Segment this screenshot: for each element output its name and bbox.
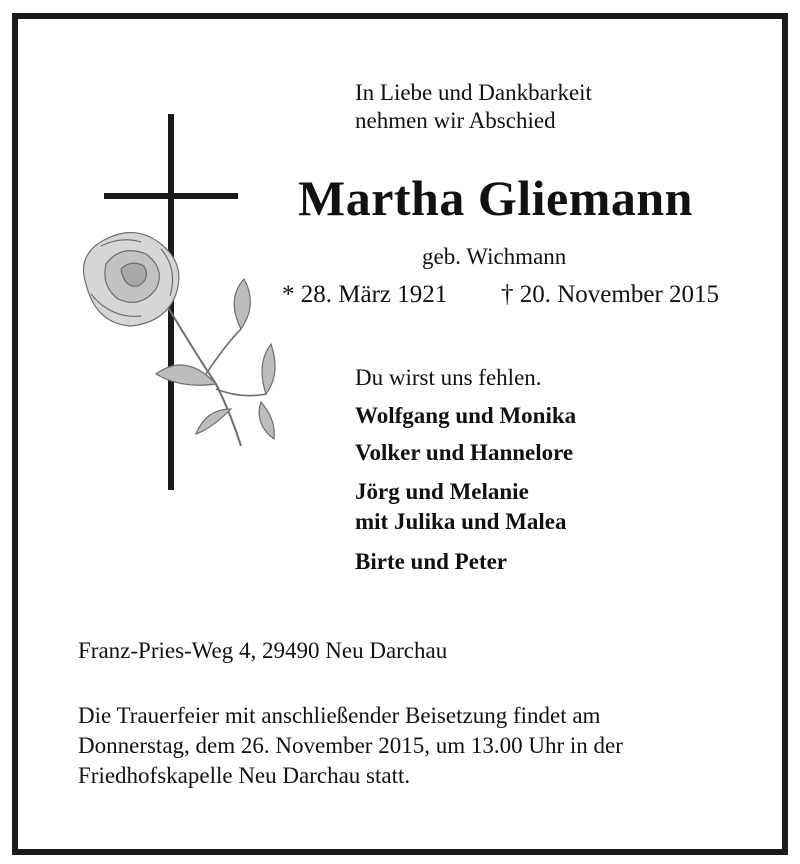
family-member: Wolfgang und Monika: [355, 403, 577, 428]
rose-icon: [66, 224, 276, 449]
cross-icon-bar: [104, 193, 238, 199]
ceremony-line-2: Donnerstag, dem 26. November 2015, um 13.00 Uhr in der: [78, 733, 623, 758]
address: Franz-Pries-Weg 4, 29490 Neu Darchau: [78, 638, 448, 663]
intro-line-1: In Liebe und Dankbarkeit: [355, 80, 592, 105]
family-member: mit Julika und Malea: [355, 509, 567, 534]
ceremony-line-3: Friedhofskapelle Neu Darchau statt.: [78, 763, 411, 788]
family-member: Birte und Peter: [355, 549, 508, 574]
ceremony-line-1: Die Trauerfeier mit anschließender Beisetzung findet am: [78, 703, 601, 728]
intro-line-2: nehmen wir Abschied: [355, 108, 556, 133]
deceased-name: Martha Gliemann: [298, 170, 693, 226]
death-date: † 20. November 2015: [501, 281, 720, 308]
family-member: Jörg und Melanie: [355, 479, 529, 504]
family-member: Volker und Hannelore: [355, 440, 574, 465]
maiden-name: geb. Wichmann: [422, 244, 567, 269]
birth-date: * 28. März 1921: [282, 281, 448, 308]
farewell-text: Du wirst uns fehlen.: [355, 365, 542, 390]
obituary-frame: [12, 13, 788, 855]
